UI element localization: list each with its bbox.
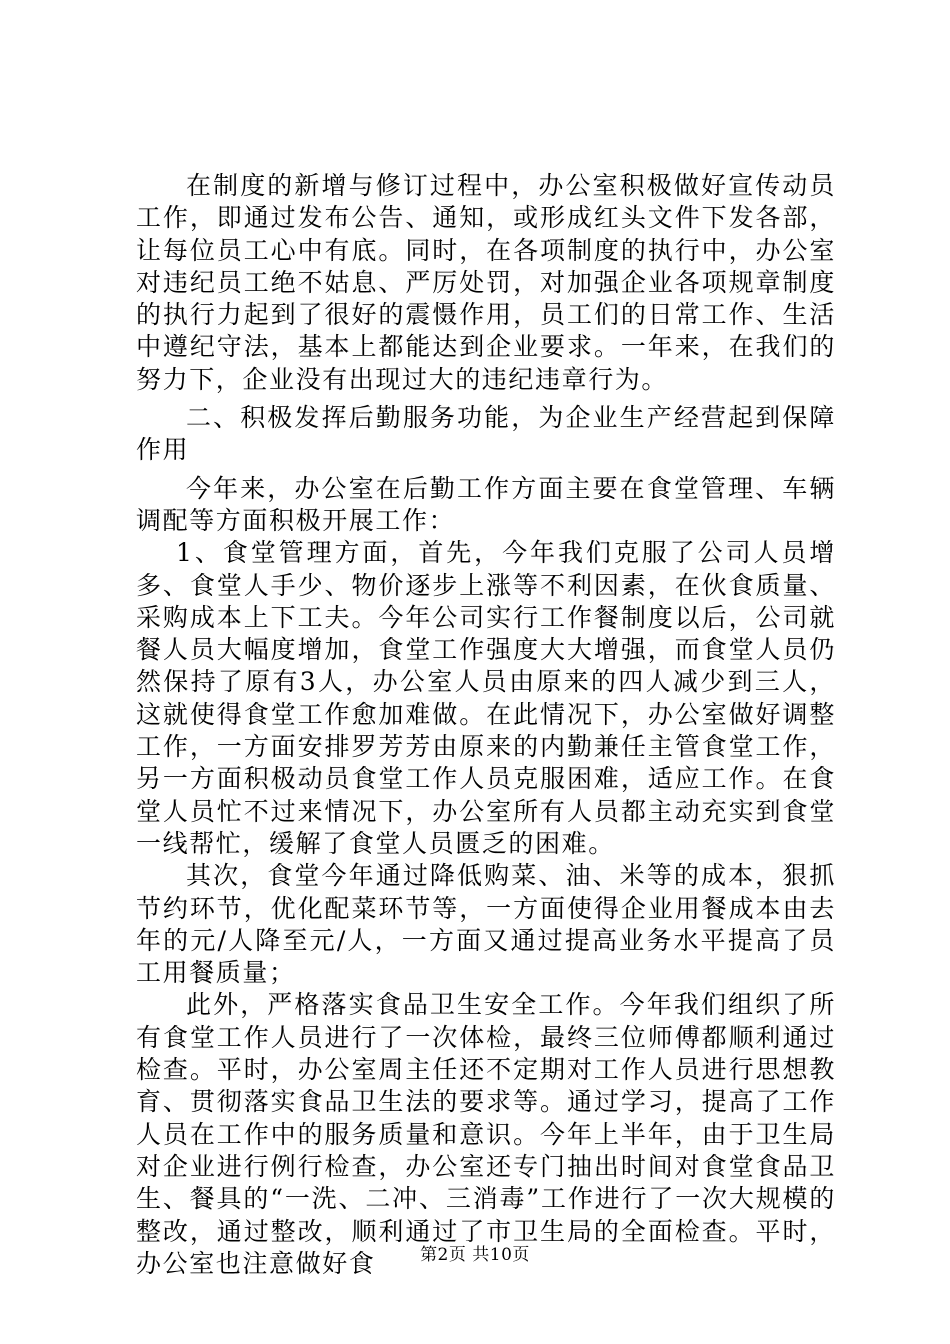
section-heading-logistics: 二、积极发挥后勤服务功能，为企业生产经营起到保障作用 xyxy=(136,403,836,465)
page-footer xyxy=(0,1240,950,1265)
page-total: 共10页 xyxy=(472,1245,530,1265)
paragraph-canteen-cost: 其次，食堂今年通过降低购菜、油、米等的成本，狠抓节约环节，优化配菜环节等，一方面使得企业用餐成本由去年的元/人降至元/人，一方面又通过提高业务水平提高了员工用餐质量； xyxy=(136,861,836,988)
paragraph-food-safety: 此外，严格落实食品卫生安全工作。今年我们组织了所有食堂工作人员进行了一次体检，最终三位师傅都顺利通过检查。平时，办公室周主任还不定期对工作人员进行思想教育、贯彻落实食品卫生法的要求等。通过学习，提高了工作人员在工作中的服务质量和意识。今年上半年，由于卫生局对企业进行例行检查，办公室还专门抽出时间对食堂食品卫生、餐具的“一洗、二冲、三消毒”工作进行了一次大规模的整改，通过整改，顺利通过了市卫生局的全面检查。平时，办公室也注意做好食 xyxy=(136,990,836,1278)
page-number: 第2页 xyxy=(420,1245,467,1265)
document-body xyxy=(136,170,836,1280)
paragraph-canteen-management: 1、食堂管理方面，首先，今年我们克服了公司人员增多、食堂人手少、物价逐步上涨等不利因素，在伙食质量、采购成本上下工夫。今年公司实行工作餐制度以后，公司就餐人员大幅度增加，食堂工作强度大大增强，而食堂人员仍然保持了原有3人，办公室人员由原来的四人减少到三人，这就使得食堂工作愈加难做。在此情况下，办公室做好调整工作，一方面安排罗芳芳由原来的内勤兼任主管食堂工作，另一方面积极动员食堂工作人员克服困难，适应工作。在食堂人员忙不过来情况下，办公室所有人员都主动充实到食堂一线帮忙，缓解了食堂人员匮乏的困难。 xyxy=(136,538,836,858)
paragraph-regulation-publicity: 在制度的新增与修订过程中，办公室积极做好宣传动员工作，即通过发布公告、通知，或形成红头文件下发各部，让每位员工心中有底。同时，在各项制度的执行中，办公室对违纪员工绝不姑息、严厉处罚，对加强企业各项规章制度的执行力起到了很好的震慑作用，员工们的日常工作、生活中遵纪守法，基本上都能达到企业要求。一年来，在我们的努力下，企业没有出现过大的违纪违章行为。 xyxy=(136,171,836,394)
paragraph-logistics-intro: 今年来，办公室在后勤工作方面主要在食堂管理、车辆调配等方面积极开展工作： xyxy=(136,473,836,535)
